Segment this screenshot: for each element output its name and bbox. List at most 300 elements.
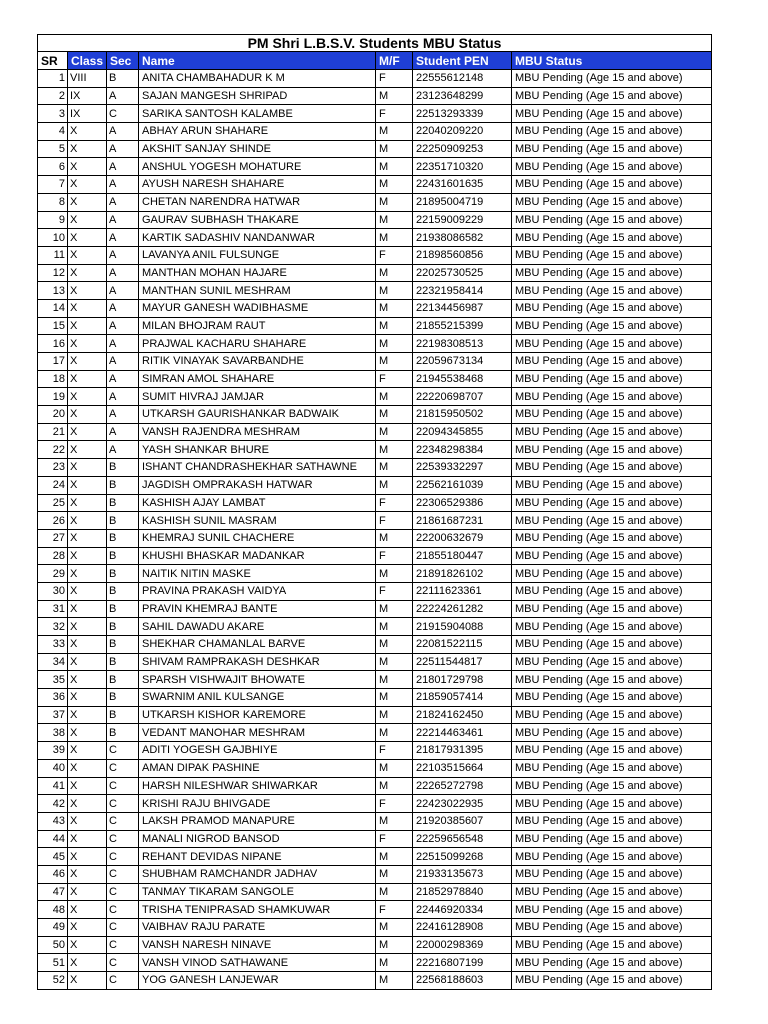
cell-name[interactable]: PRAVINA PRAKASH VAIDYA [139, 582, 376, 600]
cell-sr[interactable]: 15 [38, 317, 68, 335]
cell-gender[interactable]: F [376, 830, 413, 848]
cell-sec[interactable]: C [107, 759, 139, 777]
cell-mbu-status[interactable]: MBU Pending (Age 15 and above) [512, 423, 712, 441]
cell-student-pen[interactable]: 21801729798 [413, 671, 512, 689]
cell-sr[interactable]: 34 [38, 653, 68, 671]
cell-sec[interactable]: B [107, 476, 139, 494]
cell-class[interactable]: X [68, 406, 107, 424]
cell-name[interactable]: HARSH NILESHWAR SHIWARKAR [139, 777, 376, 795]
cell-gender[interactable]: F [376, 246, 413, 264]
cell-gender[interactable]: M [376, 335, 413, 353]
cell-sr[interactable]: 32 [38, 618, 68, 636]
cell-name[interactable]: SUMIT HIVRAJ JAMJAR [139, 388, 376, 406]
cell-mbu-status[interactable]: MBU Pending (Age 15 and above) [512, 193, 712, 211]
cell-gender[interactable]: M [376, 618, 413, 636]
cell-gender[interactable]: M [376, 600, 413, 618]
cell-class[interactable]: X [68, 865, 107, 883]
cell-student-pen[interactable]: 22081522115 [413, 636, 512, 654]
cell-name[interactable]: SAJAN MANGESH SHRIPAD [139, 87, 376, 105]
cell-sr[interactable]: 43 [38, 812, 68, 830]
cell-name[interactable]: AMAN DIPAK PASHINE [139, 759, 376, 777]
cell-sr[interactable]: 31 [38, 600, 68, 618]
cell-class[interactable]: X [68, 600, 107, 618]
cell-sr[interactable]: 36 [38, 689, 68, 707]
cell-sr[interactable]: 38 [38, 724, 68, 742]
cell-class[interactable]: X [68, 901, 107, 919]
cell-name[interactable]: VANSH VINOD SATHAWANE [139, 954, 376, 972]
cell-mbu-status[interactable]: MBU Pending (Age 15 and above) [512, 335, 712, 353]
cell-student-pen[interactable]: 21915904088 [413, 618, 512, 636]
cell-name[interactable]: JAGDISH OMPRAKASH HATWAR [139, 476, 376, 494]
cell-mbu-status[interactable]: MBU Pending (Age 15 and above) [512, 441, 712, 459]
cell-mbu-status[interactable]: MBU Pending (Age 15 and above) [512, 140, 712, 158]
cell-mbu-status[interactable]: MBU Pending (Age 15 and above) [512, 742, 712, 760]
cell-mbu-status[interactable]: MBU Pending (Age 15 and above) [512, 795, 712, 813]
cell-sec[interactable]: C [107, 936, 139, 954]
cell-mbu-status[interactable]: MBU Pending (Age 15 and above) [512, 370, 712, 388]
cell-sr[interactable]: 13 [38, 282, 68, 300]
cell-name[interactable]: AYUSH NARESH SHAHARE [139, 176, 376, 194]
cell-sec[interactable]: C [107, 795, 139, 813]
cell-sec[interactable]: B [107, 529, 139, 547]
cell-mbu-status[interactable]: MBU Pending (Age 15 and above) [512, 512, 712, 530]
cell-gender[interactable]: M [376, 229, 413, 247]
cell-name[interactable]: CHETAN NARENDRA HATWAR [139, 193, 376, 211]
cell-name[interactable]: SAHIL DAWADU AKARE [139, 618, 376, 636]
cell-class[interactable]: X [68, 777, 107, 795]
cell-class[interactable]: X [68, 795, 107, 813]
cell-sr[interactable]: 23 [38, 459, 68, 477]
cell-sec[interactable]: B [107, 618, 139, 636]
cell-sr[interactable]: 8 [38, 193, 68, 211]
cell-mbu-status[interactable]: MBU Pending (Age 15 and above) [512, 689, 712, 707]
cell-gender[interactable]: M [376, 671, 413, 689]
cell-student-pen[interactable]: 21891826102 [413, 565, 512, 583]
cell-student-pen[interactable]: 21938086582 [413, 229, 512, 247]
cell-sec[interactable]: A [107, 353, 139, 371]
cell-class[interactable]: X [68, 919, 107, 937]
cell-mbu-status[interactable]: MBU Pending (Age 15 and above) [512, 865, 712, 883]
cell-sr[interactable]: 2 [38, 87, 68, 105]
cell-gender[interactable]: M [376, 636, 413, 654]
cell-class[interactable]: VIII [68, 70, 107, 88]
cell-class[interactable]: X [68, 193, 107, 211]
cell-mbu-status[interactable]: MBU Pending (Age 15 and above) [512, 229, 712, 247]
cell-student-pen[interactable]: 22562161039 [413, 476, 512, 494]
cell-class[interactable]: X [68, 653, 107, 671]
cell-mbu-status[interactable]: MBU Pending (Age 15 and above) [512, 848, 712, 866]
cell-mbu-status[interactable]: MBU Pending (Age 15 and above) [512, 459, 712, 477]
cell-student-pen[interactable]: 21859057414 [413, 689, 512, 707]
cell-sr[interactable]: 30 [38, 582, 68, 600]
cell-class[interactable]: X [68, 229, 107, 247]
cell-name[interactable]: KHEMRAJ SUNIL CHACHERE [139, 529, 376, 547]
cell-sec[interactable]: C [107, 972, 139, 990]
cell-gender[interactable]: F [376, 512, 413, 530]
cell-name[interactable]: MILAN BHOJRAM RAUT [139, 317, 376, 335]
cell-sr[interactable]: 21 [38, 423, 68, 441]
column-header-name[interactable]: Name [139, 52, 376, 70]
cell-name[interactable]: VAIBHAV RAJU PARATE [139, 919, 376, 937]
cell-sec[interactable]: A [107, 388, 139, 406]
cell-mbu-status[interactable]: MBU Pending (Age 15 and above) [512, 317, 712, 335]
cell-name[interactable]: UTKARSH GAURISHANKAR BADWAIK [139, 406, 376, 424]
cell-mbu-status[interactable]: MBU Pending (Age 15 and above) [512, 282, 712, 300]
cell-sr[interactable]: 7 [38, 176, 68, 194]
cell-sr[interactable]: 16 [38, 335, 68, 353]
cell-mbu-status[interactable]: MBU Pending (Age 15 and above) [512, 176, 712, 194]
cell-mbu-status[interactable]: MBU Pending (Age 15 and above) [512, 618, 712, 636]
cell-mbu-status[interactable]: MBU Pending (Age 15 and above) [512, 388, 712, 406]
cell-sec[interactable]: C [107, 848, 139, 866]
cell-gender[interactable]: M [376, 919, 413, 937]
cell-sec[interactable]: A [107, 441, 139, 459]
cell-name[interactable]: KHUSHI BHASKAR MADANKAR [139, 547, 376, 565]
cell-class[interactable]: X [68, 370, 107, 388]
cell-mbu-status[interactable]: MBU Pending (Age 15 and above) [512, 777, 712, 795]
cell-mbu-status[interactable]: MBU Pending (Age 15 and above) [512, 901, 712, 919]
cell-name[interactable]: MAYUR GANESH WADIBHASME [139, 299, 376, 317]
cell-sec[interactable]: C [107, 901, 139, 919]
cell-student-pen[interactable]: 21898560856 [413, 246, 512, 264]
cell-mbu-status[interactable]: MBU Pending (Age 15 and above) [512, 565, 712, 583]
cell-student-pen[interactable]: 22224261282 [413, 600, 512, 618]
cell-class[interactable]: X [68, 423, 107, 441]
cell-class[interactable]: X [68, 742, 107, 760]
cell-gender[interactable]: F [376, 370, 413, 388]
cell-sr[interactable]: 41 [38, 777, 68, 795]
cell-sec[interactable]: A [107, 140, 139, 158]
cell-class[interactable]: X [68, 512, 107, 530]
cell-name[interactable]: MANALI NIGROD BANSOD [139, 830, 376, 848]
cell-student-pen[interactable]: 22515099268 [413, 848, 512, 866]
cell-sr[interactable]: 5 [38, 140, 68, 158]
cell-class[interactable]: X [68, 883, 107, 901]
cell-student-pen[interactable]: 22306529386 [413, 494, 512, 512]
cell-name[interactable]: VANSH NARESH NINAVE [139, 936, 376, 954]
cell-sec[interactable]: C [107, 777, 139, 795]
cell-sec[interactable]: B [107, 494, 139, 512]
cell-gender[interactable]: M [376, 759, 413, 777]
cell-student-pen[interactable]: 22348298384 [413, 441, 512, 459]
cell-gender[interactable]: M [376, 936, 413, 954]
cell-sr[interactable]: 3 [38, 105, 68, 123]
cell-name[interactable]: YOG GANESH LANJEWAR [139, 972, 376, 990]
cell-sec[interactable]: C [107, 742, 139, 760]
cell-sr[interactable]: 11 [38, 246, 68, 264]
cell-gender[interactable]: M [376, 476, 413, 494]
cell-student-pen[interactable]: 21855180447 [413, 547, 512, 565]
cell-name[interactable]: PRAVIN KHEMRAJ BANTE [139, 600, 376, 618]
cell-name[interactable]: SWARNIM ANIL KULSANGE [139, 689, 376, 707]
cell-sec[interactable]: B [107, 706, 139, 724]
cell-sr[interactable]: 12 [38, 264, 68, 282]
cell-class[interactable]: X [68, 547, 107, 565]
cell-sec[interactable]: A [107, 193, 139, 211]
cell-name[interactable]: KASHISH AJAY LAMBAT [139, 494, 376, 512]
cell-student-pen[interactable]: 22103515664 [413, 759, 512, 777]
cell-student-pen[interactable]: 22214463461 [413, 724, 512, 742]
cell-sr[interactable]: 24 [38, 476, 68, 494]
cell-student-pen[interactable]: 22111623361 [413, 582, 512, 600]
cell-class[interactable]: X [68, 618, 107, 636]
cell-class[interactable]: X [68, 565, 107, 583]
cell-student-pen[interactable]: 23123648299 [413, 87, 512, 105]
cell-sr[interactable]: 50 [38, 936, 68, 954]
cell-name[interactable]: ISHANT CHANDRASHEKHAR SATHAWNE [139, 459, 376, 477]
cell-sr[interactable]: 42 [38, 795, 68, 813]
cell-mbu-status[interactable]: MBU Pending (Age 15 and above) [512, 919, 712, 937]
cell-mbu-status[interactable]: MBU Pending (Age 15 and above) [512, 671, 712, 689]
cell-mbu-status[interactable]: MBU Pending (Age 15 and above) [512, 211, 712, 229]
cell-student-pen[interactable]: 22216807199 [413, 954, 512, 972]
cell-gender[interactable]: M [376, 388, 413, 406]
cell-name[interactable]: SHEKHAR CHAMANLAL BARVE [139, 636, 376, 654]
cell-sr[interactable]: 18 [38, 370, 68, 388]
cell-class[interactable]: X [68, 972, 107, 990]
cell-gender[interactable]: F [376, 901, 413, 919]
column-header-student-pen[interactable]: Student PEN [413, 52, 512, 70]
cell-name[interactable]: ANITA CHAMBAHADUR K M [139, 70, 376, 88]
cell-sr[interactable]: 29 [38, 565, 68, 583]
cell-sr[interactable]: 28 [38, 547, 68, 565]
cell-name[interactable]: VEDANT MANOHAR MESHRAM [139, 724, 376, 742]
cell-sec[interactable]: A [107, 335, 139, 353]
cell-sec[interactable]: B [107, 547, 139, 565]
cell-sr[interactable]: 22 [38, 441, 68, 459]
cell-mbu-status[interactable]: MBU Pending (Age 15 and above) [512, 972, 712, 990]
cell-student-pen[interactable]: 22446920334 [413, 901, 512, 919]
column-header-class[interactable]: Class [68, 52, 107, 70]
cell-sr[interactable]: 33 [38, 636, 68, 654]
cell-gender[interactable]: M [376, 87, 413, 105]
cell-student-pen[interactable]: 21945538468 [413, 370, 512, 388]
cell-gender[interactable]: M [376, 140, 413, 158]
cell-mbu-status[interactable]: MBU Pending (Age 15 and above) [512, 299, 712, 317]
cell-student-pen[interactable]: 21933135673 [413, 865, 512, 883]
cell-student-pen[interactable]: 21895004719 [413, 193, 512, 211]
cell-sr[interactable]: 17 [38, 353, 68, 371]
cell-sr[interactable]: 9 [38, 211, 68, 229]
cell-mbu-status[interactable]: MBU Pending (Age 15 and above) [512, 636, 712, 654]
cell-student-pen[interactable]: 21815950502 [413, 406, 512, 424]
cell-name[interactable]: SIMRAN AMOL SHAHARE [139, 370, 376, 388]
cell-sec[interactable]: A [107, 317, 139, 335]
cell-sr[interactable]: 27 [38, 529, 68, 547]
cell-sec[interactable]: B [107, 600, 139, 618]
cell-name[interactable]: ANSHUL YOGESH MOHATURE [139, 158, 376, 176]
cell-class[interactable]: X [68, 441, 107, 459]
cell-student-pen[interactable]: 22513293339 [413, 105, 512, 123]
cell-mbu-status[interactable]: MBU Pending (Age 15 and above) [512, 158, 712, 176]
column-header-mbu-status[interactable]: MBU Status [512, 52, 712, 70]
cell-sr[interactable]: 26 [38, 512, 68, 530]
cell-sr[interactable]: 47 [38, 883, 68, 901]
cell-gender[interactable]: M [376, 812, 413, 830]
cell-sec[interactable]: C [107, 105, 139, 123]
cell-gender[interactable]: M [376, 193, 413, 211]
cell-name[interactable]: UTKARSH KISHOR KAREMORE [139, 706, 376, 724]
cell-sec[interactable]: B [107, 512, 139, 530]
cell-mbu-status[interactable]: MBU Pending (Age 15 and above) [512, 706, 712, 724]
cell-gender[interactable]: M [376, 689, 413, 707]
cell-student-pen[interactable]: 22134456987 [413, 299, 512, 317]
cell-gender[interactable]: M [376, 441, 413, 459]
cell-name[interactable]: NAITIK NITIN MASKE [139, 565, 376, 583]
cell-sec[interactable]: C [107, 830, 139, 848]
cell-class[interactable]: X [68, 299, 107, 317]
cell-student-pen[interactable]: 21852978840 [413, 883, 512, 901]
cell-student-pen[interactable]: 22220698707 [413, 388, 512, 406]
cell-mbu-status[interactable]: MBU Pending (Age 15 and above) [512, 830, 712, 848]
cell-mbu-status[interactable]: MBU Pending (Age 15 and above) [512, 87, 712, 105]
cell-mbu-status[interactable]: MBU Pending (Age 15 and above) [512, 246, 712, 264]
cell-sec[interactable]: A [107, 158, 139, 176]
cell-student-pen[interactable]: 22555612148 [413, 70, 512, 88]
cell-sec[interactable]: B [107, 459, 139, 477]
cell-sec[interactable]: A [107, 299, 139, 317]
cell-gender[interactable]: M [376, 423, 413, 441]
cell-class[interactable]: X [68, 140, 107, 158]
cell-sr[interactable]: 1 [38, 70, 68, 88]
cell-student-pen[interactable]: 22423022935 [413, 795, 512, 813]
cell-class[interactable]: X [68, 388, 107, 406]
cell-gender[interactable]: M [376, 211, 413, 229]
cell-sec[interactable]: B [107, 636, 139, 654]
column-header-sec[interactable]: Sec [107, 52, 139, 70]
cell-sec[interactable]: C [107, 812, 139, 830]
cell-gender[interactable]: M [376, 317, 413, 335]
cell-name[interactable]: ADITI YOGESH GAJBHIYE [139, 742, 376, 760]
cell-mbu-status[interactable]: MBU Pending (Age 15 and above) [512, 264, 712, 282]
cell-gender[interactable]: F [376, 795, 413, 813]
cell-sec[interactable]: B [107, 565, 139, 583]
cell-student-pen[interactable]: 22040209220 [413, 123, 512, 141]
cell-gender[interactable]: M [376, 954, 413, 972]
cell-sec[interactable]: A [107, 370, 139, 388]
cell-class[interactable]: X [68, 264, 107, 282]
cell-student-pen[interactable]: 22321958414 [413, 282, 512, 300]
cell-sec[interactable]: A [107, 211, 139, 229]
cell-class[interactable]: X [68, 211, 107, 229]
cell-gender[interactable]: F [376, 105, 413, 123]
cell-mbu-status[interactable]: MBU Pending (Age 15 and above) [512, 653, 712, 671]
cell-sec[interactable]: A [107, 282, 139, 300]
cell-gender[interactable]: M [376, 848, 413, 866]
cell-class[interactable]: X [68, 706, 107, 724]
cell-gender[interactable]: F [376, 494, 413, 512]
cell-mbu-status[interactable]: MBU Pending (Age 15 and above) [512, 547, 712, 565]
cell-name[interactable]: PRAJWAL KACHARU SHAHARE [139, 335, 376, 353]
cell-sec[interactable]: A [107, 264, 139, 282]
cell-class[interactable]: X [68, 317, 107, 335]
cell-class[interactable]: X [68, 123, 107, 141]
cell-sec[interactable]: B [107, 671, 139, 689]
cell-class[interactable]: X [68, 459, 107, 477]
cell-gender[interactable]: M [376, 459, 413, 477]
cell-sec[interactable]: A [107, 87, 139, 105]
cell-gender[interactable]: M [376, 176, 413, 194]
cell-class[interactable]: X [68, 476, 107, 494]
cell-student-pen[interactable]: 22059673134 [413, 353, 512, 371]
cell-mbu-status[interactable]: MBU Pending (Age 15 and above) [512, 954, 712, 972]
cell-class[interactable]: X [68, 671, 107, 689]
cell-name[interactable]: MANTHAN SUNIL MESHRAM [139, 282, 376, 300]
cell-sr[interactable]: 45 [38, 848, 68, 866]
cell-student-pen[interactable]: 22000298369 [413, 936, 512, 954]
cell-sec[interactable]: A [107, 246, 139, 264]
cell-name[interactable]: LAKSH PRAMOD MANAPURE [139, 812, 376, 830]
cell-name[interactable]: MANTHAN MOHAN HAJARE [139, 264, 376, 282]
cell-name[interactable]: SARIKA SANTOSH KALAMBE [139, 105, 376, 123]
cell-sec[interactable]: B [107, 582, 139, 600]
cell-gender[interactable]: M [376, 529, 413, 547]
cell-mbu-status[interactable]: MBU Pending (Age 15 and above) [512, 70, 712, 88]
cell-sr[interactable]: 6 [38, 158, 68, 176]
cell-class[interactable]: X [68, 936, 107, 954]
cell-name[interactable]: ABHAY ARUN SHAHARE [139, 123, 376, 141]
cell-class[interactable]: X [68, 282, 107, 300]
cell-mbu-status[interactable]: MBU Pending (Age 15 and above) [512, 883, 712, 901]
cell-name[interactable]: KRISHI RAJU BHIVGADE [139, 795, 376, 813]
cell-gender[interactable]: F [376, 742, 413, 760]
cell-gender[interactable]: M [376, 777, 413, 795]
cell-name[interactable]: VANSH RAJENDRA MESHRAM [139, 423, 376, 441]
cell-gender[interactable]: M [376, 158, 413, 176]
cell-class[interactable]: X [68, 582, 107, 600]
cell-sec[interactable]: B [107, 689, 139, 707]
cell-sr[interactable]: 51 [38, 954, 68, 972]
cell-mbu-status[interactable]: MBU Pending (Age 15 and above) [512, 759, 712, 777]
cell-mbu-status[interactable]: MBU Pending (Age 15 and above) [512, 105, 712, 123]
cell-sr[interactable]: 25 [38, 494, 68, 512]
cell-student-pen[interactable]: 22431601635 [413, 176, 512, 194]
cell-gender[interactable]: M [376, 724, 413, 742]
cell-student-pen[interactable]: 22539332297 [413, 459, 512, 477]
cell-gender[interactable]: M [376, 123, 413, 141]
cell-student-pen[interactable]: 22259656548 [413, 830, 512, 848]
cell-sr[interactable]: 19 [38, 388, 68, 406]
cell-sr[interactable]: 20 [38, 406, 68, 424]
cell-gender[interactable]: M [376, 282, 413, 300]
cell-student-pen[interactable]: 22159009229 [413, 211, 512, 229]
cell-gender[interactable]: M [376, 865, 413, 883]
cell-mbu-status[interactable]: MBU Pending (Age 15 and above) [512, 123, 712, 141]
cell-sec[interactable]: C [107, 919, 139, 937]
cell-sr[interactable]: 35 [38, 671, 68, 689]
cell-student-pen[interactable]: 22568188603 [413, 972, 512, 990]
cell-gender[interactable]: M [376, 706, 413, 724]
cell-class[interactable]: X [68, 158, 107, 176]
cell-name[interactable]: YASH SHANKAR BHURE [139, 441, 376, 459]
column-header-sr[interactable]: SR [38, 52, 68, 70]
cell-gender[interactable]: M [376, 264, 413, 282]
cell-sec[interactable]: B [107, 724, 139, 742]
cell-gender[interactable]: M [376, 653, 413, 671]
cell-sr[interactable]: 46 [38, 865, 68, 883]
cell-mbu-status[interactable]: MBU Pending (Age 15 and above) [512, 406, 712, 424]
cell-class[interactable]: IX [68, 105, 107, 123]
cell-student-pen[interactable]: 21824162450 [413, 706, 512, 724]
cell-name[interactable]: AKSHIT SANJAY SHINDE [139, 140, 376, 158]
cell-student-pen[interactable]: 22250909253 [413, 140, 512, 158]
cell-student-pen[interactable]: 22416128908 [413, 919, 512, 937]
cell-sec[interactable]: B [107, 70, 139, 88]
cell-gender[interactable]: M [376, 406, 413, 424]
cell-sr[interactable]: 10 [38, 229, 68, 247]
cell-mbu-status[interactable]: MBU Pending (Age 15 and above) [512, 476, 712, 494]
cell-class[interactable]: X [68, 759, 107, 777]
